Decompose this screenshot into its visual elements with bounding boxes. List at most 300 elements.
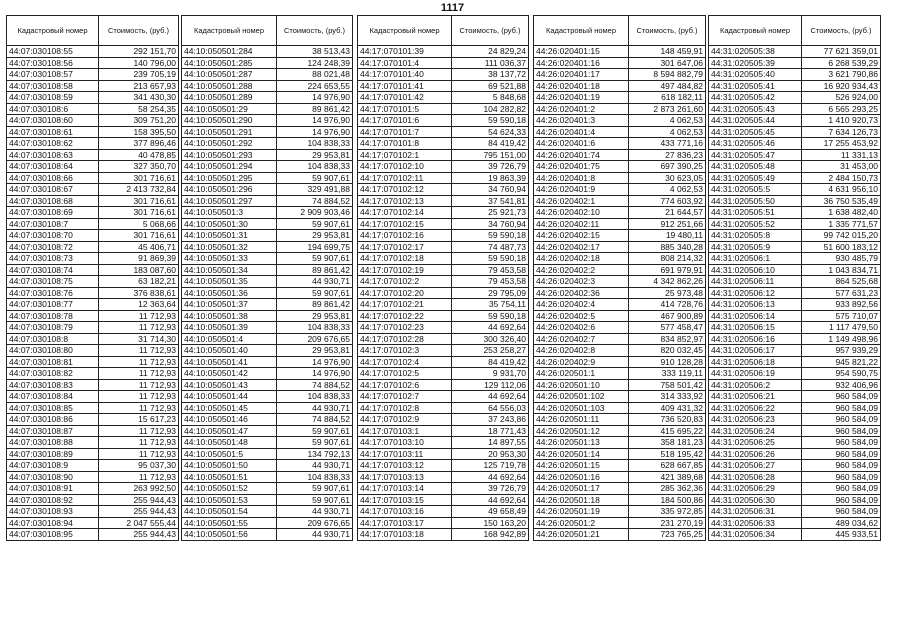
table-row bbox=[709, 218, 881, 230]
table-row bbox=[7, 494, 179, 506]
cadastral-number-cell: 44:31:020505:39 bbox=[709, 57, 802, 69]
cost-cell: 9 931,70 bbox=[452, 368, 529, 380]
cost-cell: 49 658,49 bbox=[452, 506, 529, 518]
cost-cell: 158 395,50 bbox=[99, 126, 179, 138]
table-row bbox=[709, 264, 881, 276]
cadastral-number-cell: 44:31:020506:13 bbox=[709, 299, 802, 311]
cost-cell: 255 944,43 bbox=[99, 494, 179, 506]
cadastral-number-cell: 44:07:030108:95 bbox=[7, 529, 99, 541]
table-row bbox=[7, 161, 179, 173]
cost-cell: 3 621 790,86 bbox=[802, 69, 881, 81]
cadastral-number-cell: 44:07:030108:94 bbox=[7, 517, 99, 529]
cadastral-number-cell: 44:07:030108:6 bbox=[7, 103, 99, 115]
cadastral-number-cell: 44:07:030108:55 bbox=[7, 46, 99, 58]
table-row bbox=[7, 80, 179, 92]
cadastral-number-cell: 44:10:050501:33 bbox=[182, 253, 277, 265]
cadastral-number-cell: 44:17:070103:11 bbox=[358, 448, 452, 460]
cadastral-number-cell: 44:10:050501:285 bbox=[182, 57, 277, 69]
table-row bbox=[358, 333, 529, 345]
cost-cell: 29 953,81 bbox=[277, 230, 353, 242]
table-row bbox=[358, 529, 529, 541]
cadastral-number-cell: 44:31:020506:15 bbox=[709, 322, 802, 334]
cost-cell: 6 565 293,25 bbox=[802, 103, 881, 115]
cost-cell: 2 484 150,73 bbox=[802, 172, 881, 184]
table-row bbox=[709, 230, 881, 242]
table-row bbox=[709, 172, 881, 184]
cost-cell: 285 362,36 bbox=[629, 483, 706, 495]
cost-cell: 59 590,18 bbox=[452, 115, 529, 127]
table-row bbox=[7, 103, 179, 115]
table-row bbox=[534, 184, 706, 196]
cost-cell: 54 624,33 bbox=[452, 126, 529, 138]
cadastral-number-cell: 44:10:050501:54 bbox=[182, 506, 277, 518]
cadastral-number-cell: 44:07:030108:85 bbox=[7, 402, 99, 414]
cadastral-number-cell: 44:31:020505:5 bbox=[709, 184, 802, 196]
cadastral-number-cell: 44:17:070102:21 bbox=[358, 299, 452, 311]
table-row bbox=[182, 253, 353, 265]
cost-cell: 79 453,58 bbox=[452, 276, 529, 288]
cost-cell: 954 590,75 bbox=[802, 368, 881, 380]
cost-cell: 5 068,66 bbox=[99, 218, 179, 230]
table-row bbox=[358, 230, 529, 242]
cost-cell: 960 584,09 bbox=[802, 448, 881, 460]
cadastral-number-cell: 44:26:020401:18 bbox=[534, 80, 629, 92]
table-row bbox=[7, 310, 179, 322]
cadastral-number-cell: 44:07:030108:73 bbox=[7, 253, 99, 265]
cadastral-number-cell: 44:26:020402:15 bbox=[534, 230, 629, 242]
table-row bbox=[534, 195, 706, 207]
table-row bbox=[534, 517, 706, 529]
table-row bbox=[182, 161, 353, 173]
page-number: 1117 bbox=[440, 2, 465, 14]
cadastral-number-cell: 44:31:020505:8 bbox=[709, 230, 802, 242]
table-row bbox=[534, 333, 706, 345]
table-row bbox=[182, 138, 353, 150]
table-row bbox=[534, 379, 706, 391]
table-row bbox=[358, 184, 529, 196]
cadastral-number-cell: 44:10:050501:30 bbox=[182, 218, 277, 230]
cost-cell: 89 861,42 bbox=[277, 299, 353, 311]
cost-cell: 960 584,09 bbox=[802, 471, 881, 483]
cost-cell: 421 389,68 bbox=[629, 471, 706, 483]
cadastral-number-cell: 44:07:030108:82 bbox=[7, 368, 99, 380]
header-cadastral-number: Кадастровый номер bbox=[182, 16, 277, 46]
table-row bbox=[358, 494, 529, 506]
table-row bbox=[358, 161, 529, 173]
cost-cell: 14 976,90 bbox=[277, 115, 353, 127]
table-row bbox=[182, 172, 353, 184]
table-row bbox=[182, 195, 353, 207]
table-row bbox=[534, 172, 706, 184]
cadastral-number-cell: 44:17:070102:1 bbox=[358, 149, 452, 161]
table-row bbox=[534, 241, 706, 253]
cost-cell: 628 667,85 bbox=[629, 460, 706, 472]
table-row bbox=[534, 46, 706, 58]
cost-cell: 84 419,42 bbox=[452, 356, 529, 368]
cadastral-number-cell: 44:31:020505:42 bbox=[709, 92, 802, 104]
cadastral-number-cell: 44:17:070101:8 bbox=[358, 138, 452, 150]
cadastral-number-cell: 44:17:070102:11 bbox=[358, 172, 452, 184]
cost-cell: 209 676,65 bbox=[277, 517, 353, 529]
cadastral-number-cell: 44:07:030108:66 bbox=[7, 172, 99, 184]
table-row bbox=[358, 115, 529, 127]
cadastral-number-cell: 44:10:050501:50 bbox=[182, 460, 277, 472]
table-row bbox=[7, 46, 179, 58]
table-row bbox=[7, 506, 179, 518]
table-row bbox=[7, 253, 179, 265]
table-row bbox=[358, 379, 529, 391]
table-row bbox=[7, 149, 179, 161]
table-row bbox=[534, 425, 706, 437]
table-row bbox=[182, 57, 353, 69]
cadastral-number-cell: 44:26:020501:15 bbox=[534, 460, 629, 472]
header-cost: Стоимость, (руб.) bbox=[629, 16, 706, 46]
table-row bbox=[358, 322, 529, 334]
cadastral-number-cell: 44:10:050501:51 bbox=[182, 471, 277, 483]
cadastral-number-cell: 44:17:070102:14 bbox=[358, 207, 452, 219]
cadastral-number-cell: 44:26:020401:15 bbox=[534, 46, 629, 58]
table-row bbox=[7, 92, 179, 104]
table-row bbox=[7, 448, 179, 460]
cost-cell: 29 953,81 bbox=[277, 310, 353, 322]
cost-cell: 14 976,90 bbox=[277, 92, 353, 104]
cost-cell: 148 459,91 bbox=[629, 46, 706, 58]
cost-cell: 59 590,18 bbox=[452, 310, 529, 322]
table-row bbox=[358, 264, 529, 276]
cadastral-number-cell: 44:10:050501:31 bbox=[182, 230, 277, 242]
cadastral-number-cell: 44:10:050501:295 bbox=[182, 172, 277, 184]
cost-cell: 4 062,53 bbox=[629, 126, 706, 138]
table-row bbox=[182, 92, 353, 104]
cadastral-number-cell: 44:31:020505:48 bbox=[709, 161, 802, 173]
table-row bbox=[358, 69, 529, 81]
table-row bbox=[7, 368, 179, 380]
table-row bbox=[534, 310, 706, 322]
table-row bbox=[7, 276, 179, 288]
table-row bbox=[534, 402, 706, 414]
table-row bbox=[358, 368, 529, 380]
cadastral-number-cell: 44:07:030108:87 bbox=[7, 425, 99, 437]
cadastral-number-cell: 44:31:020505:50 bbox=[709, 195, 802, 207]
cost-cell: 11 712,93 bbox=[99, 368, 179, 380]
cadastral-number-cell: 44:26:020402:2 bbox=[534, 264, 629, 276]
cadastral-number-cell: 44:07:030108:78 bbox=[7, 310, 99, 322]
table-row bbox=[7, 138, 179, 150]
cost-cell: 111 036,37 bbox=[452, 57, 529, 69]
cadastral-number-cell: 44:31:020505:44 bbox=[709, 115, 802, 127]
cadastral-number-cell: 44:17:070103:14 bbox=[358, 483, 452, 495]
cadastral-number-cell: 44:26:020501:16 bbox=[534, 471, 629, 483]
table-row bbox=[534, 345, 706, 357]
cost-cell: 124 248,39 bbox=[277, 57, 353, 69]
cost-cell: 263 992,50 bbox=[99, 483, 179, 495]
table-row bbox=[7, 483, 179, 495]
cost-cell: 255 944,43 bbox=[99, 506, 179, 518]
table-row bbox=[7, 230, 179, 242]
cadastral-number-cell: 44:10:050501:37 bbox=[182, 299, 277, 311]
cadastral-number-cell: 44:17:070101:7 bbox=[358, 126, 452, 138]
cadastral-number-cell: 44:17:070102:19 bbox=[358, 264, 452, 276]
table-row bbox=[7, 414, 179, 426]
cost-cell: 35 754,11 bbox=[452, 299, 529, 311]
cost-cell: 24 829,24 bbox=[452, 46, 529, 58]
cadastral-number-cell: 44:26:020501:103 bbox=[534, 402, 629, 414]
cost-cell: 301 716,61 bbox=[99, 172, 179, 184]
cost-cell: 59 907,61 bbox=[277, 425, 353, 437]
cadastral-number-cell: 44:26:020402:18 bbox=[534, 253, 629, 265]
cost-cell: 30 623,05 bbox=[629, 172, 706, 184]
table-row bbox=[709, 483, 881, 495]
table-row bbox=[709, 460, 881, 472]
cost-cell: 14 976,90 bbox=[277, 126, 353, 138]
table-row bbox=[709, 471, 881, 483]
table-row bbox=[7, 299, 179, 311]
table-row bbox=[7, 345, 179, 357]
cadastral-number-cell: 44:31:020506:34 bbox=[709, 529, 802, 541]
cadastral-number-cell: 44:07:030108:57 bbox=[7, 69, 99, 81]
cost-cell: 11 712,93 bbox=[99, 391, 179, 403]
table-row bbox=[534, 207, 706, 219]
cadastral-number-cell: 44:31:020506:30 bbox=[709, 494, 802, 506]
cadastral-number-cell: 44:31:020506:17 bbox=[709, 345, 802, 357]
cost-cell: 526 924,00 bbox=[802, 92, 881, 104]
cadastral-number-cell: 44:31:020506:28 bbox=[709, 471, 802, 483]
cadastral-number-cell: 44:31:020506:11 bbox=[709, 276, 802, 288]
cadastral-number-cell: 44:10:050501:291 bbox=[182, 126, 277, 138]
cost-cell: 89 861,42 bbox=[277, 103, 353, 115]
table-row bbox=[182, 356, 353, 368]
cost-cell: 104 838,33 bbox=[277, 322, 353, 334]
cost-cell: 129 112,06 bbox=[452, 379, 529, 391]
table-row bbox=[182, 287, 353, 299]
cost-cell: 912 251,66 bbox=[629, 218, 706, 230]
cost-cell: 885 340,28 bbox=[629, 241, 706, 253]
cost-cell: 414 728,76 bbox=[629, 299, 706, 311]
cadastral-number-cell: 44:17:070103:17 bbox=[358, 517, 452, 529]
cadastral-number-cell: 44:17:070103:18 bbox=[358, 529, 452, 541]
cadastral-number-cell: 44:17:070101:4 bbox=[358, 57, 452, 69]
cost-cell: 44 692,64 bbox=[452, 471, 529, 483]
cost-cell: 301 716,61 bbox=[99, 195, 179, 207]
cadastral-number-cell: 44:17:070103:10 bbox=[358, 437, 452, 449]
table-row bbox=[358, 414, 529, 426]
cost-cell: 59 907,61 bbox=[277, 253, 353, 265]
cost-cell: 376 838,61 bbox=[99, 287, 179, 299]
table-row bbox=[182, 460, 353, 472]
cost-cell: 497 484,82 bbox=[629, 80, 706, 92]
cost-cell: 945 821,22 bbox=[802, 356, 881, 368]
cadastral-number-cell: 44:17:070102:20 bbox=[358, 287, 452, 299]
cadastral-number-cell: 44:26:020501:21 bbox=[534, 529, 629, 541]
table-row bbox=[709, 310, 881, 322]
table-row bbox=[358, 138, 529, 150]
table-row bbox=[534, 287, 706, 299]
cost-cell: 2 873 261,60 bbox=[629, 103, 706, 115]
cost-cell: 69 521,88 bbox=[452, 80, 529, 92]
table-row bbox=[7, 287, 179, 299]
cadastral-number-cell: 44:26:020402:7 bbox=[534, 333, 629, 345]
table-row bbox=[7, 126, 179, 138]
cost-cell: 168 942,89 bbox=[452, 529, 529, 541]
cadastral-number-cell: 44:10:050501:45 bbox=[182, 402, 277, 414]
table-row bbox=[7, 57, 179, 69]
cadastral-number-cell: 44:07:030108:76 bbox=[7, 287, 99, 299]
cadastral-number-cell: 44:26:020401:8 bbox=[534, 172, 629, 184]
cadastral-number-cell: 44:10:050501:43 bbox=[182, 379, 277, 391]
cost-cell: 29 953,81 bbox=[277, 149, 353, 161]
table-row bbox=[358, 391, 529, 403]
cost-cell: 960 584,09 bbox=[802, 460, 881, 472]
cadastral-number-cell: 44:10:050501:292 bbox=[182, 138, 277, 150]
cost-cell: 1 638 482,40 bbox=[802, 207, 881, 219]
cadastral-number-cell: 44:10:050501:38 bbox=[182, 310, 277, 322]
table-row bbox=[709, 299, 881, 311]
cost-cell: 17 255 453,92 bbox=[802, 138, 881, 150]
header-cadastral-number: Кадастровый номер bbox=[358, 16, 452, 46]
cadastral-number-cell: 44:10:050501:40 bbox=[182, 345, 277, 357]
cost-cell: 44 692,64 bbox=[452, 391, 529, 403]
table-row bbox=[358, 92, 529, 104]
table-row bbox=[7, 425, 179, 437]
cadastral-number-cell: 44:10:050501:46 bbox=[182, 414, 277, 426]
cadastral-number-cell: 44:17:070102:6 bbox=[358, 379, 452, 391]
table-row bbox=[534, 57, 706, 69]
table-row bbox=[182, 483, 353, 495]
table-row bbox=[182, 529, 353, 541]
cost-cell: 697 390,25 bbox=[629, 161, 706, 173]
cadastral-number-cell: 44:07:030108:89 bbox=[7, 448, 99, 460]
table-row bbox=[358, 57, 529, 69]
cost-cell: 36 750 535,49 bbox=[802, 195, 881, 207]
cost-cell: 335 972,85 bbox=[629, 506, 706, 518]
table-row bbox=[709, 356, 881, 368]
cadastral-number-cell: 44:26:020401:3 bbox=[534, 115, 629, 127]
table-row bbox=[358, 437, 529, 449]
cost-cell: 59 590,18 bbox=[452, 230, 529, 242]
table-row bbox=[358, 299, 529, 311]
cost-cell: 39 726,79 bbox=[452, 161, 529, 173]
cost-cell: 45 406,71 bbox=[99, 241, 179, 253]
table-row bbox=[358, 276, 529, 288]
cost-cell: 808 214,32 bbox=[629, 253, 706, 265]
cadastral-number-cell: 44:17:070102:22 bbox=[358, 310, 452, 322]
cadastral-number-cell: 44:07:030108:88 bbox=[7, 437, 99, 449]
table-row bbox=[358, 103, 529, 115]
table-row bbox=[7, 517, 179, 529]
table-row bbox=[182, 368, 353, 380]
table-row bbox=[358, 253, 529, 265]
cost-cell: 4 631 956,10 bbox=[802, 184, 881, 196]
cost-cell: 19 480,11 bbox=[629, 230, 706, 242]
cost-cell: 37 243,86 bbox=[452, 414, 529, 426]
header-cost: Стоимость, (руб.) bbox=[802, 16, 881, 46]
cadastral-number-cell: 44:10:050501:48 bbox=[182, 437, 277, 449]
cadastral-number-cell: 44:10:050501:39 bbox=[182, 322, 277, 334]
cost-cell: 37 541,81 bbox=[452, 195, 529, 207]
table-row bbox=[709, 57, 881, 69]
cadastral-number-cell: 44:10:050501:289 bbox=[182, 92, 277, 104]
cadastral-number-cell: 44:17:070102:9 bbox=[358, 414, 452, 426]
cost-cell: 79 453,58 bbox=[452, 264, 529, 276]
table-row bbox=[182, 391, 353, 403]
cost-cell: 11 712,93 bbox=[99, 379, 179, 391]
cost-cell: 618 182,11 bbox=[629, 92, 706, 104]
cost-cell: 25 921,73 bbox=[452, 207, 529, 219]
cost-cell: 415 695,22 bbox=[629, 425, 706, 437]
table-row bbox=[182, 149, 353, 161]
cadastral-number-cell: 44:07:030108:67 bbox=[7, 184, 99, 196]
table-row bbox=[358, 402, 529, 414]
cost-cell: 960 584,09 bbox=[802, 506, 881, 518]
cadastral-number-cell: 44:17:070102:10 bbox=[358, 161, 452, 173]
cadastral-number-cell: 44:07:030108:74 bbox=[7, 264, 99, 276]
cadastral-number-cell: 44:07:030108:56 bbox=[7, 57, 99, 69]
table-row bbox=[182, 299, 353, 311]
cost-cell: 433 771,16 bbox=[629, 138, 706, 150]
cadastral-number-cell: 44:26:020401:16 bbox=[534, 57, 629, 69]
cost-cell: 333 119,11 bbox=[629, 368, 706, 380]
cost-cell: 14 976,90 bbox=[277, 368, 353, 380]
cadastral-number-cell: 44:10:050501:35 bbox=[182, 276, 277, 288]
cadastral-number-cell: 44:17:070101:6 bbox=[358, 115, 452, 127]
cadastral-number-cell: 44:17:070102:15 bbox=[358, 218, 452, 230]
cadastral-number-cell: 44:31:020506:21 bbox=[709, 391, 802, 403]
cost-cell: 691 979,91 bbox=[629, 264, 706, 276]
cadastral-number-cell: 44:07:030108:91 bbox=[7, 483, 99, 495]
table-row bbox=[182, 184, 353, 196]
cadastral-number-cell: 44:26:020501:18 bbox=[534, 494, 629, 506]
table-row bbox=[182, 448, 353, 460]
table-row bbox=[709, 241, 881, 253]
cadastral-number-cell: 44:26:020501:102 bbox=[534, 391, 629, 403]
cost-cell: 239 705,19 bbox=[99, 69, 179, 81]
cost-cell: 59 907,61 bbox=[277, 483, 353, 495]
cadastral-number-cell: 44:31:020505:41 bbox=[709, 80, 802, 92]
table-row bbox=[182, 241, 353, 253]
table-row bbox=[709, 517, 881, 529]
cadastral-table-1 bbox=[6, 15, 179, 541]
cost-cell: 38 513,43 bbox=[277, 46, 353, 58]
header-cost: Стоимость, (руб.) bbox=[99, 16, 179, 46]
table-row bbox=[534, 506, 706, 518]
cost-cell: 960 584,09 bbox=[802, 414, 881, 426]
cadastral-number-cell: 44:07:030108:7 bbox=[7, 218, 99, 230]
cadastral-number-cell: 44:31:020505:51 bbox=[709, 207, 802, 219]
cadastral-number-cell: 44:07:030108:62 bbox=[7, 138, 99, 150]
table-row bbox=[358, 241, 529, 253]
table-row bbox=[182, 437, 353, 449]
cost-cell: 300 326,40 bbox=[452, 333, 529, 345]
cadastral-number-cell: 44:07:030108:79 bbox=[7, 322, 99, 334]
table-row bbox=[182, 230, 353, 242]
table-row bbox=[358, 126, 529, 138]
cost-cell: 820 032,45 bbox=[629, 345, 706, 357]
cost-cell: 12 363,64 bbox=[99, 299, 179, 311]
cadastral-number-cell: 44:07:030108:63 bbox=[7, 149, 99, 161]
cost-cell: 960 584,09 bbox=[802, 437, 881, 449]
table-row bbox=[182, 115, 353, 127]
table-row bbox=[709, 103, 881, 115]
cost-cell: 1 149 498,96 bbox=[802, 333, 881, 345]
table-row bbox=[709, 138, 881, 150]
cost-cell: 5 848,68 bbox=[452, 92, 529, 104]
table-row bbox=[709, 46, 881, 58]
cost-cell: 34 760,94 bbox=[452, 184, 529, 196]
cadastral-number-cell: 44:10:050501:53 bbox=[182, 494, 277, 506]
header-cadastral-number: Кадастровый номер bbox=[709, 16, 802, 46]
cadastral-number-cell: 44:17:070102:2 bbox=[358, 276, 452, 288]
table-row bbox=[534, 264, 706, 276]
